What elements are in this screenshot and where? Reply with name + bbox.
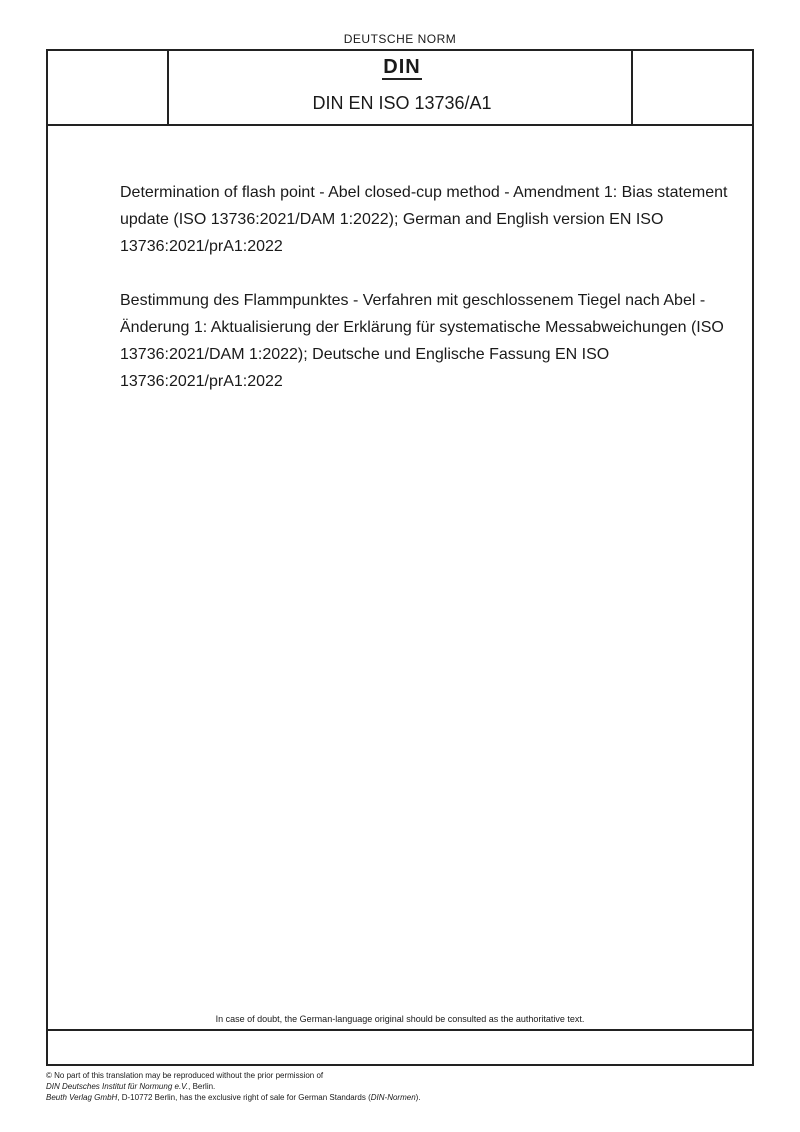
copyright-line-3-mid: , D-10772 Berlin, has the exclusive right of sale for German Standards ( [117,1093,371,1102]
header-cell-left [48,51,169,124]
copyright-line-3-end: ). [415,1093,421,1102]
footer-divider [48,1029,752,1031]
din-normen-label: DIN-Normen [370,1093,416,1102]
authoritative-text-note: In case of doubt, the German-language original should be consulted as the authoritative text. [215,1014,585,1024]
document-number: DIN EN ISO 13736/A1 [312,93,492,113]
publisher-name: Beuth Verlag GmbH [46,1093,118,1102]
copyright-line-1: © No part of this translation may be reproduced without the prior permission of [46,1071,324,1080]
document-frame [46,49,754,1066]
german-title: Bestimmung des Flammpunktes - Verfahren mit geschlossenem Tiegel nach Abel - Änderung 1: Aktualisierung der Erklärung für systematische Messabweichungen (ISO 13736:2021/DAM 1:2022); Deutsche und Englische Fassung EN ISO 13736:2021/prA1:2022 [120,292,724,390]
din-institute-name: DIN Deutsches Institut für Normung e.V. [46,1082,189,1091]
header-cell-right [631,51,752,124]
copyright-line-3 [46,1092,766,1103]
header-cell-center [169,51,635,124]
copyright-notice [46,1070,766,1103]
header-row [48,51,752,126]
din-logo-text: DIN [383,56,421,78]
copyright-line-2 [46,1081,766,1092]
copyright-line-2-rest: , Berlin. [188,1082,216,1091]
title-block [120,179,730,395]
english-title: Determination of flash point - Abel closed-cup method - Amendment 1: Bias statement update (ISO 13736:2021/DAM 1:2022); German and English version EN ISO 13736:2021/prA1:2022 [120,184,728,255]
publication-type-label: DEUTSCHE NORM [343,32,457,46]
din-logo [169,57,635,80]
